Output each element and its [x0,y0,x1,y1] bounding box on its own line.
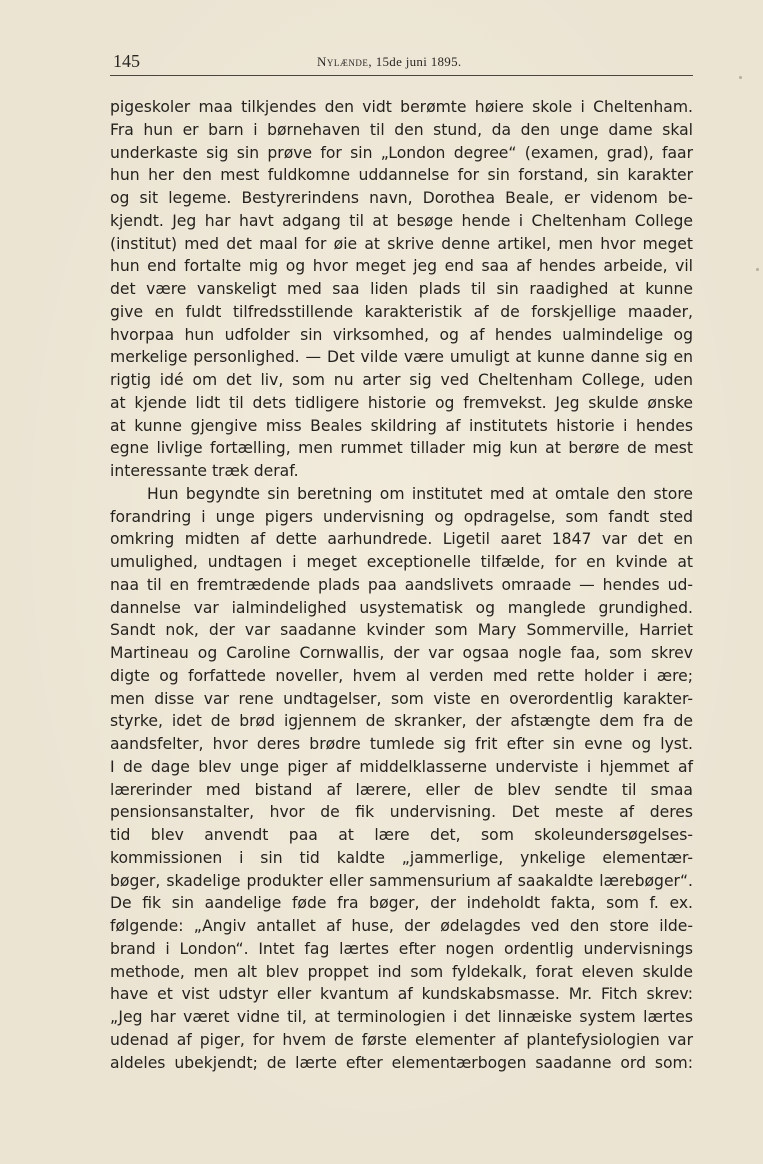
text-line: Fra hun er barn i børnehaven til den stund, da den unge dame skal [110,120,693,139]
text-line: styrke, idet de brød igjennem de skranker, der afstængte dem fra de [110,712,693,731]
text-line: hun end fortalte mig og hvor meget jeg end saa af hendes arbeide, vil [110,257,693,276]
text-line: pensionsanstalter, hvor de fik undervisning. Det meste af deres [110,803,693,822]
text-line: „Jeg har været vidne til, at terminologien i det linnæiske system lærtes [110,1008,693,1026]
text-line: brand i London“. Intet fag lærtes efter nogen ordentlig undervisnings [110,939,693,958]
running-head [317,53,461,71]
text-line: naa til en fremtrædende plads paa aandslivets omraade — hendes ud- [110,575,693,594]
text-line: interessante træk deraf. [110,462,299,480]
article-text [110,96,693,1074]
text-line: De fik sin aandelige føde fra bøger, der indeholdt fakta, som f. ex. [110,894,693,913]
header-rule [110,75,693,76]
text-line: at kjende lidt til dets tidligere historie og fremvekst. Jeg skulde ønske [110,393,693,412]
text-line: Hun begyndte sin beretning om institutet med at omtale den store [147,484,693,503]
text-line: lærerinder med bistand af lærere, eller de blev sendte til smaa [110,780,693,799]
text-line: underkaste sig sin prøve for sin „London degree“ (examen, grad), faar [110,143,693,162]
text-line: tid blev anvendt paa at lære det, som skoleundersøgelses- [110,826,693,844]
text-line: Sandt nok, der var saadanne kvinder som Mary Sommerville, Harriet [110,621,693,640]
text-line: pigeskoler maa tilkjendes den vidt berømte høiere skole i Cheltenham. [110,98,693,116]
text-line: Martineau og Caroline Cornwallis, der var ogsaa nogle faa, som skrev [110,644,693,662]
text-line: kommissionen i sin tid kaldte „jammerlige, ynkelige elementær- [110,848,693,867]
text-line: omkring midten af dette aarhundrede. Ligetil aaret 1847 var det en [110,530,693,549]
text-line: forandring i unge pigers undervisning og opdragelse, som fandt sted [110,507,693,526]
text-line: følgende: „Angiv antallet af huse, der ødelagdes ved den store ilde- [110,917,693,935]
text-line: umulighed, undtagen i meget exceptionelle tilfælde, for en kvinde at [110,553,693,571]
text-line: at kunne gjengive miss Beales skildring af institutets historie i hendes [110,416,693,435]
text-line: udenad af piger, for hvem de første elementer af plantefysiologien var [110,1030,693,1049]
text-line: (institut) med det maal for øie at skrive denne artikel, men hvor meget [110,234,693,253]
text-line: kjendt. Jeg har havt adgang til at besøge hende i Cheltenham College [110,211,693,230]
text-line: det være vanskeligt med saa liden plads til sin raadighed at kunne [110,280,693,298]
text-line: bøger, skadelige produkter eller sammensurium af saakaldte lærebøger“. [110,871,693,890]
page-header [110,50,693,76]
text-line: og sit legeme. Bestyrerindens navn, Dorothea Beale, er videnom be- [110,189,693,207]
text-line: I de dage blev unge piger af middelklasserne underviste i hjemmet af [110,757,693,776]
text-line: hun her den mest fuldkomne uddannelse for sin forstand, sin karakter [110,166,693,185]
text-line: digte og forfattede noveller, hvem al verden med rette holder i ære; [110,666,693,685]
paper-speck [756,268,759,271]
journal-title: Nylænde, [317,54,373,69]
text-line: give en fuldt tilfredsstillende karakteristik af de forskjellige maader, [110,302,693,321]
text-line: hvorpaa hun udfolder sin virksomhed, og af hendes ualmindelige og [110,325,693,344]
text-line: merkelige personlighed. — Det vilde være umuligt at kunne danne sig en [110,348,693,367]
page-number: 145 [113,51,140,71]
text-line: egne livlige fortælling, men rummet tillader mig kun at berøre de mest [110,439,693,458]
text-line: dannelse var ialmindelighed usystematisk og manglede grundighed. [110,598,693,617]
text-line: have et vist udstyr eller kvantum af kundskabsmasse. Mr. Fitch skrev: [110,985,693,1004]
text-line: aandsfelter, hvor deres brødre tumlede sig frit efter sin evne og lyst. [110,735,693,753]
text-line: men disse var rene undtagelser, som viste en overordentlig karakter- [110,689,693,708]
issue-date: 15de juni 1895. [375,54,462,69]
text-line: methode, men alt blev proppet ind som fyldekalk, forat eleven skulde [110,962,693,981]
text-line: aldeles ubekjendt; de lærte efter elementærbogen saadanne ord som: [110,1053,693,1072]
paper-speck [739,76,742,79]
text-line: rigtig idé om det liv, som nu arter sig ved Cheltenham College, uden [110,371,693,389]
